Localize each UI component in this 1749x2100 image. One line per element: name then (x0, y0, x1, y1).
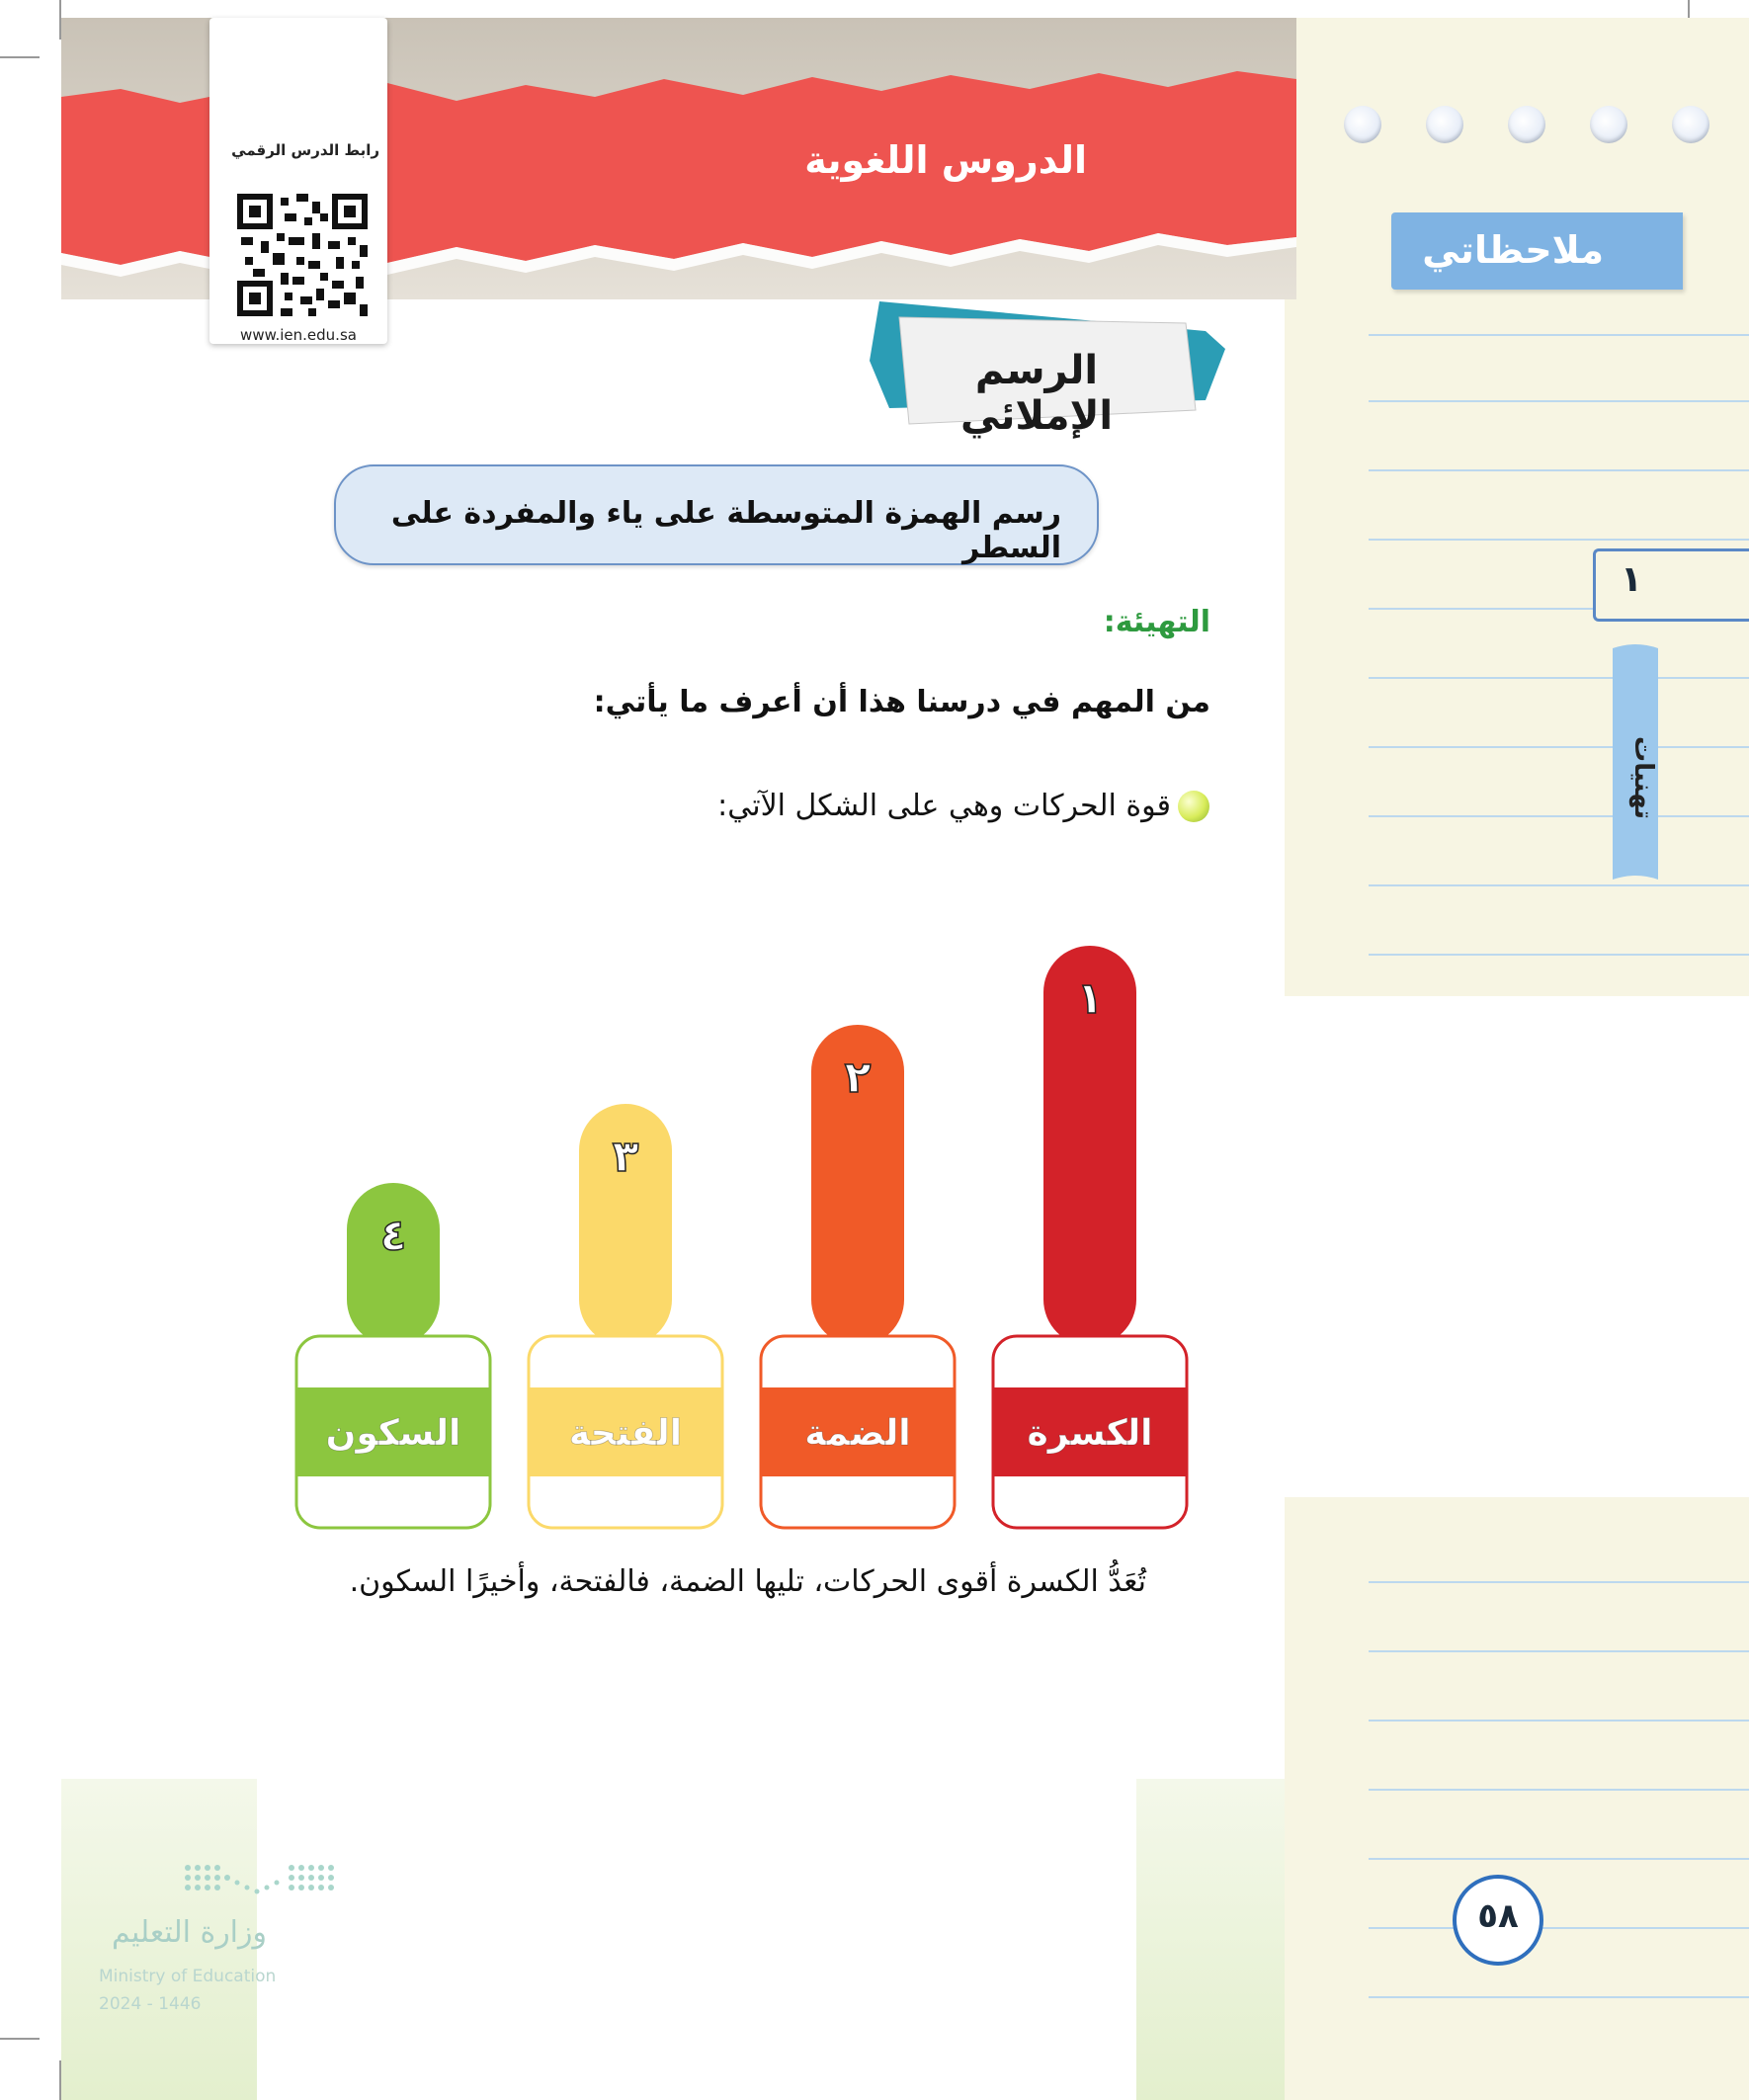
chart-category-label: الضمة (804, 1413, 911, 1454)
crop-mark (0, 56, 40, 58)
notes-tab-label: ملاحظاتي (1422, 228, 1604, 272)
crop-mark (0, 2038, 40, 2040)
note-line (1369, 954, 1749, 956)
chart-category-label: الكسرة (1027, 1413, 1153, 1454)
note-line (1369, 1650, 1749, 1652)
note-line (1369, 1927, 1749, 1929)
qr-url[interactable]: www.ien.edu.sa (240, 326, 357, 344)
notes-tab (1391, 212, 1683, 290)
unit-number-box (1593, 548, 1749, 622)
note-line (1369, 1858, 1749, 1860)
note-line (1369, 884, 1749, 886)
qr-label: رابط الدرس الرقمي (231, 141, 379, 159)
ministry-logo-icon (178, 1858, 356, 1907)
summary-text: تُعَدُّ الكسرة أقوى الحركات، تليها الضمة، فالفتحة، وأخيرًا السكون. (349, 1564, 1146, 1599)
binder-ring-icon (1590, 106, 1627, 143)
note-line (1369, 746, 1749, 748)
ministry-name-arabic: وزارة التعليم (111, 1915, 267, 1950)
binder-ring-icon (1672, 106, 1709, 143)
qr-card[interactable] (209, 18, 387, 344)
note-line (1369, 815, 1749, 817)
binder-ring-icon (1426, 106, 1463, 143)
chart-rank-label: ٤ (379, 1211, 407, 1261)
header-title: الدروس اللغوية (804, 138, 1087, 182)
vowel-strength-chart (287, 889, 1206, 1542)
topic-pill (334, 464, 1099, 565)
unit-number: ١ (1621, 559, 1642, 600)
lesson-title: الرسم الإملائي (959, 348, 1114, 439)
page-number-badge (1453, 1875, 1543, 1966)
ministry-year: 2024 - 1446 (99, 1994, 202, 2014)
note-line (1369, 1581, 1749, 1583)
intro-text: من المهم في درسنا هذا أن أعرف ما يأتي: (593, 685, 1210, 719)
chart-category-label: السكون (325, 1413, 461, 1454)
binder-ring-icon (1508, 106, 1545, 143)
chart-rank-label: ٢ (844, 1052, 872, 1103)
binder-ring-icon (1344, 106, 1381, 143)
note-line (1369, 1996, 1749, 1998)
note-line (1369, 400, 1749, 402)
chart-category-label: الفتحة (568, 1413, 683, 1454)
decorative-green-block (1136, 1779, 1285, 2100)
topic-text: رسم الهمزة المتوسطة على ياء والمفردة على السطر (390, 496, 1061, 565)
side-ribbon-label: تهنيات (1628, 736, 1658, 820)
ministry-name-english: Ministry of Education (99, 1967, 277, 1986)
note-line (1369, 677, 1749, 679)
page-number: ٥٨ (1477, 1896, 1519, 1936)
notes-panel-bottom (1285, 1497, 1749, 2100)
bullet-text: قوة الحركات وهي على الشكل الآتي: (717, 789, 1171, 823)
note-line (1369, 1789, 1749, 1791)
chart-rank-label: ١ (1076, 973, 1104, 1024)
notes-panel (1285, 18, 1749, 996)
note-line (1369, 1720, 1749, 1722)
chart-rank-label: ٣ (612, 1132, 639, 1182)
qr-code-icon[interactable] (237, 194, 368, 316)
bullet-icon (1178, 791, 1209, 822)
note-line (1369, 469, 1749, 471)
note-line (1369, 334, 1749, 336)
chart-bar (347, 1183, 440, 1346)
note-line (1369, 539, 1749, 541)
warmup-heading: التهيئة: (1103, 605, 1210, 639)
